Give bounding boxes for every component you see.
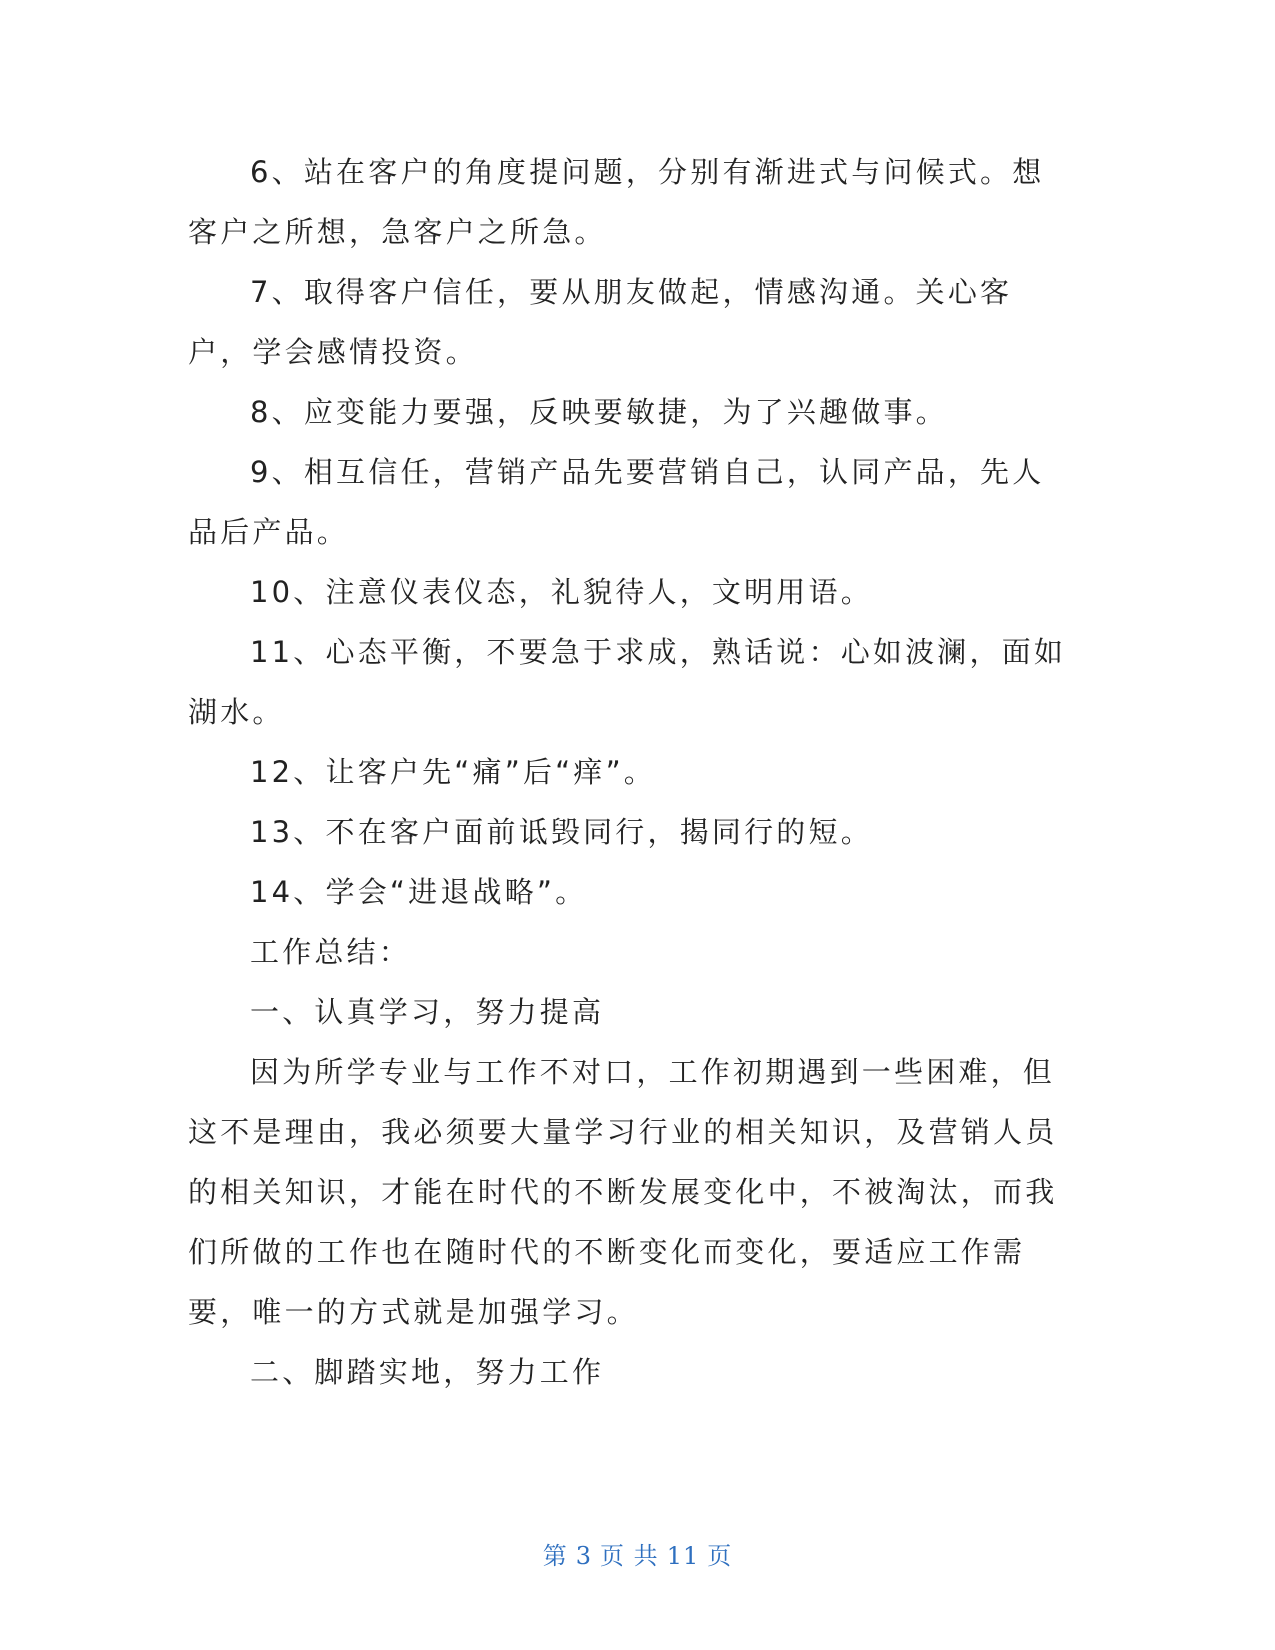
footer-current-page: 3	[575, 1542, 593, 1570]
paragraph-item-9: 9、相互信任，营销产品先要营销自己，认同产品，先人品后产品。	[188, 455, 1045, 549]
paragraph-item-10: 10、注意仪表仪态，礼貌待人，文明用语。	[250, 575, 873, 609]
section-heading-work: 二、脚踏实地，努力工作	[250, 1355, 605, 1389]
paragraph-item-13: 13、不在客户面前诋毁同行，揭同行的短。	[250, 815, 873, 849]
paragraph-item-11: 11、心态平衡，不要急于求成，熟话说：心如波澜，面如湖水。	[188, 635, 1067, 729]
paragraph-study-body: 因为所学专业与工作不对口，工作初期遇到一些困难，但这不是理由，我必须要大量学习行业的相关知识，及营销人员的相关知识，才能在时代的不断发展变化中，不被淘汰，而我们所做的工作也在随时代的不断变化而变化，要适应工作需要，唯一的方式就是加强学习。	[188, 1055, 1058, 1329]
paragraph-item-7: 7、取得客户信任，要从朋友做起，情感沟通。关心客户，学会感情投资。	[188, 275, 1013, 369]
section-heading-study: 一、认真学习，努力提高	[250, 995, 605, 1029]
paragraph-item-12: 12、让客户先“痛”后“痒”。	[250, 755, 656, 789]
paragraph-item-6: 6、站在客户的角度提问题，分别有渐进式与问候式。想客户之所想，急客户之所急。	[188, 155, 1045, 249]
paragraph-item-8: 8、应变能力要强，反映要敏捷，为了兴趣做事。	[250, 395, 948, 429]
footer-total-pages: 11	[666, 1542, 700, 1570]
footer-middle: 页 共	[600, 1542, 659, 1570]
paragraph-item-14: 14、学会“进退战略”。	[250, 875, 588, 909]
footer-prefix: 第	[542, 1542, 568, 1570]
section-heading-work-summary: 工作总结：	[250, 935, 412, 969]
document-body	[188, 142, 1068, 1402]
footer-suffix: 页	[707, 1542, 733, 1570]
page-footer	[0, 1536, 1275, 1571]
